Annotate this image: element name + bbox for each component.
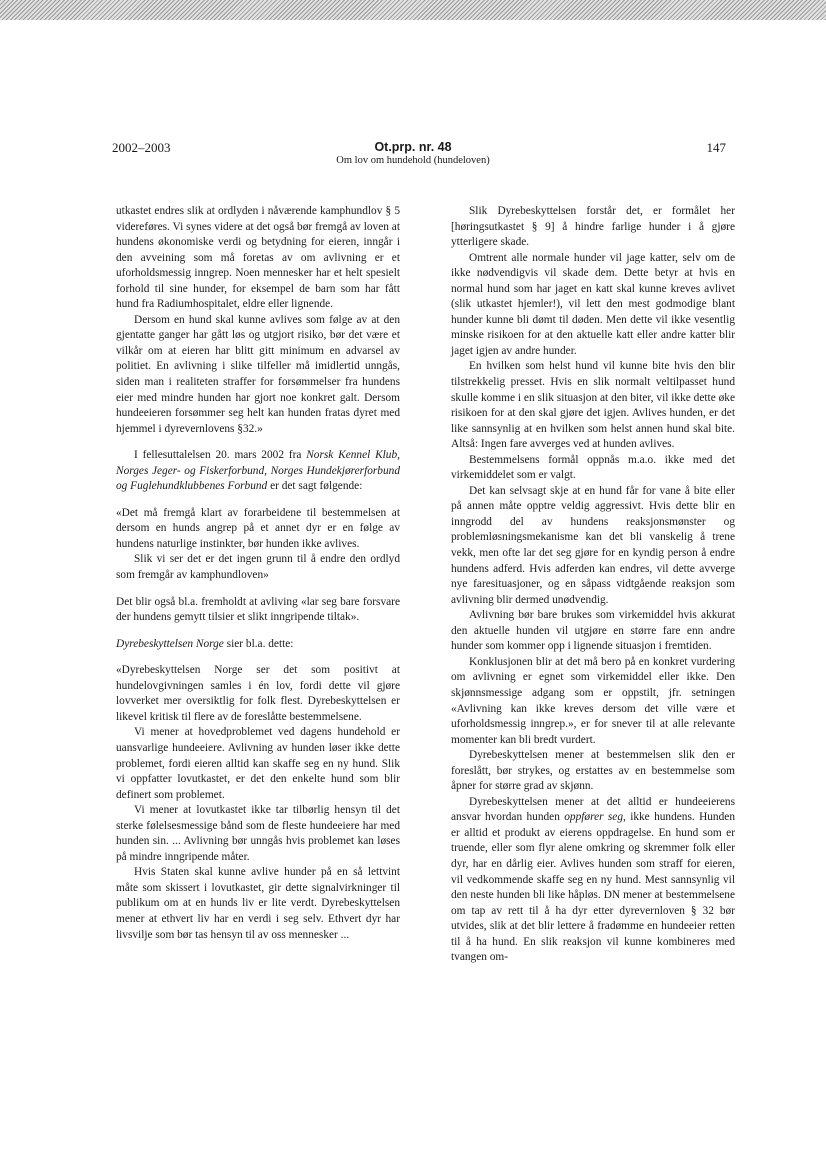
quote-paragraph: Slik vi ser det er det ingen grunn til å endre den ordlyd som fremgår av kamphundloven» <box>116 553 400 582</box>
header-center <box>0 140 826 166</box>
emphasis: oppfører seg <box>564 811 623 824</box>
paragraph: Det blir også bl.a. fremholdt at avliving «lar seg bare forsvare der hundens gemytt tilsier et slikt inngripende tiltak». <box>116 595 400 624</box>
document-subtitle: Om lov om hundehold (hundeloven) <box>336 155 490 166</box>
session-years: 2002–2003 <box>112 140 171 155</box>
document-title: Ot.prp. nr. 48 <box>374 140 452 154</box>
paragraph: Dyrebeskyttelsen mener at bestemmelsen slik den er foreslått, bør strykes, og erstattes av en bestemmelse som åpner for større grad av skjønn. <box>451 749 735 793</box>
paragraph: Omtrent alle normale hunder vil jage katter, selv om de ikke nødvendigvis vil skade dem. Dette betyr at hvis en normal hund som har jaget en katt skal kunne kreves avlivet (slik utkastet hjemler!), vil lett den mest godmodige blant hunder kunne bli dømt til døden. Men dette vil ikke vesentlig minske risikoen for at den aktuelle katt eller andre katter blir jaget igjen av andre hunder. <box>451 251 735 357</box>
paragraph <box>451 795 735 966</box>
page-number: 147 <box>706 140 726 155</box>
text-span: er det sagt følgende: <box>267 480 363 493</box>
paragraph <box>116 448 400 495</box>
quote-paragraph: Hvis Staten skal kunne avlive hunder på en så lettvint måte som skissert i lovutkastet, gir dette signalvirkninger til publikum om at en hunds liv er lite verdt. Dyrebeskyttelsen mener at ethvert liv har en verdi i seg selv. Ethvert dyr har livsvilje som bør tas hensyn til av oss mennesker ... <box>116 866 400 941</box>
right-column <box>451 204 735 966</box>
quote-paragraph: «Dyrebeskyttelsen Norge ser det som positivt at hundelovgivningen samles i én lov, fordi dette vil gjøre lovverket mer oversiktlig for folk flest. Dyrebeskyttelsen er likevel kritisk til flere av de foreslåtte bestemmelsene. <box>116 664 400 723</box>
paragraph: En hvilken som helst hund vil kunne bite hvis den blir tilstrekkelig presset. Hvis en slik normalt veltilpasset hund skulle komme i en slik situasjon at den biter, vil ikke dette øke risikoen for at den skal gjøre det igjen. Avlives hunden, er det like sannsynlig at en hvilken som helst annen hund skal bite. Altså: Ingen fare avverges ved at hunden avlives. <box>451 360 735 451</box>
text-span: , ikke hundens. Hunden er alltid et produkt av eierens oppdragelse. En hund som er truende, eller som flyr alene omkring og skremmer folk eller dyr, har en dårlig eier. Avlives hunden som straff for eieren, vil vedkommende skaffe seg en ny hund. Mest sannsynlig vil den neste hunden bli like håpløs. DN mener at bestemmelsene om tap av rett til å ha dyr etter dyrevernloven § 32 bør utvides, slik at det blir lettere å fradømme en hundeeier retten til å ha hund. En slik reaksjon vil kunne kombineres med tvangen om- <box>451 811 735 964</box>
paragraph <box>116 637 400 653</box>
paragraph: Konklusjonen blir at det må bero på en konkret vurdering om avlivning er egnet som virkemiddel eller ikke. Den skjønnsmessige adgang som er oppstilt, jfr. setningen «Avlivning kan ikke kreves dersom det ville være et uforholdsmessig inngrep.», er for snever til at alle relevante momenter kan bli bredt vurdert. <box>451 655 735 746</box>
running-header <box>0 140 826 174</box>
text-span: Dyrebeskyttelsen mener at det alltid er hundeeierens ansvar hvordan hunden <box>451 795 735 824</box>
quote-paragraph: «Det må fremgå klart av forarbeidene til bestemmelsen at dersom en hunds angrep på et annet dyr er en følge av hundens naturlige instinkter, bør hunden ikke avlives. <box>116 506 400 550</box>
organisation-name: Dyrebeskyttelsen Norge <box>116 637 224 650</box>
paragraph: utkastet endres slik at ordlyden i nåværende kamphundlov § 5 videreføres. Vi synes videre at det også bør fremgå av loven at hundens økonomiske verdi og betydning for eieren, inngår i den avveining som må foretas av om avlivning er et uforholdsmessig inngrep. Noen mennesker har et helt spesielt forhold til sine hunder, for eksempel de barn som har fått hund fra Radiumhospitalet, eldre eller lignende. <box>116 205 400 311</box>
paragraph: Bestemmelsens formål oppnås m.a.o. ikke med det virkemiddelet som er valgt. <box>451 453 735 482</box>
quote-paragraph: Vi mener at lovutkastet ikke tar tilbørlig hensyn til det sterke følelsesmessige bånd som de fleste hundeeiere har med hunden sin. ... Avlivning bør unngås hvis problemet kan løses på mindre inngripende måter. <box>116 804 400 863</box>
quote-block <box>116 506 400 584</box>
left-column <box>116 204 400 943</box>
quote-paragraph: Vi mener at hovedproblemet ved dagens hundehold er uansvarlige hundeeiere. Avlivning av hunden løser ikke dette problemet, fordi eieren alltid kan skaffe seg en ny hund. Slik vi oppfatter lovutkastet, er det den enkelte hund som blir definert som problemet. <box>116 726 400 801</box>
quote-block <box>116 663 400 943</box>
organisation-names: Norsk Kennel Klub, Norges Jeger- og Fiskerforbund, Norges Hundekjørerforbund og Fuglehundklubbenes Forbund <box>116 449 400 493</box>
paragraph: Slik Dyrebeskyttelsen forstår det, er formålet her [høringsutkastet § 9] å hindre farlige hunder i å gjøre ytterligere skade. <box>451 205 735 249</box>
paragraph: Avlivning bør bare brukes som virkemiddel hvis akkurat den aktuelle hunden vil utgjøre en større fare enn andre hunder som kommer opp i lignende situasjon i fremtiden. <box>451 609 735 653</box>
paragraph: Det kan selvsagt skje at en hund får for vane å bite eller på annen måte opptre veldig aggressivt. Hvis dette blir en inngrodd del av hundens reaksjonsmønster og problemløsningsmekanisme kan det bli vanskelig å trene vekk, men ofte lar det seg gjøre for en kyndig person å endre hundens adferd. Hvis adferden kan endres, vil dette avverge nye faresituasjoner, og en såpass vidtgående reaksjon som avlivning blir dermed unødvendig. <box>451 484 735 606</box>
text-span: I fellesuttalelsen 20. mars 2002 fra <box>134 449 307 462</box>
scan-artifact-band <box>0 0 826 20</box>
paragraph: Dersom en hund skal kunne avlives som følge av at den gjentatte ganger har gått løs og utgjort risiko, bør det være et vilkår om at eieren har blitt gitt minimum en advarsel av politiet. En avlivning i slike tilfeller må imidlertid unngås, siden man i realiteten straffer for forsømmelser fra hundens eier med mindre hunden har gjort noe konkret galt. Dersom hundeeieren forsømmer seg helt kan hunden fratas dyret med hjemmel i dyrevernlovens §32.» <box>116 313 400 435</box>
text-span: sier bl.a. dette: <box>223 637 294 650</box>
